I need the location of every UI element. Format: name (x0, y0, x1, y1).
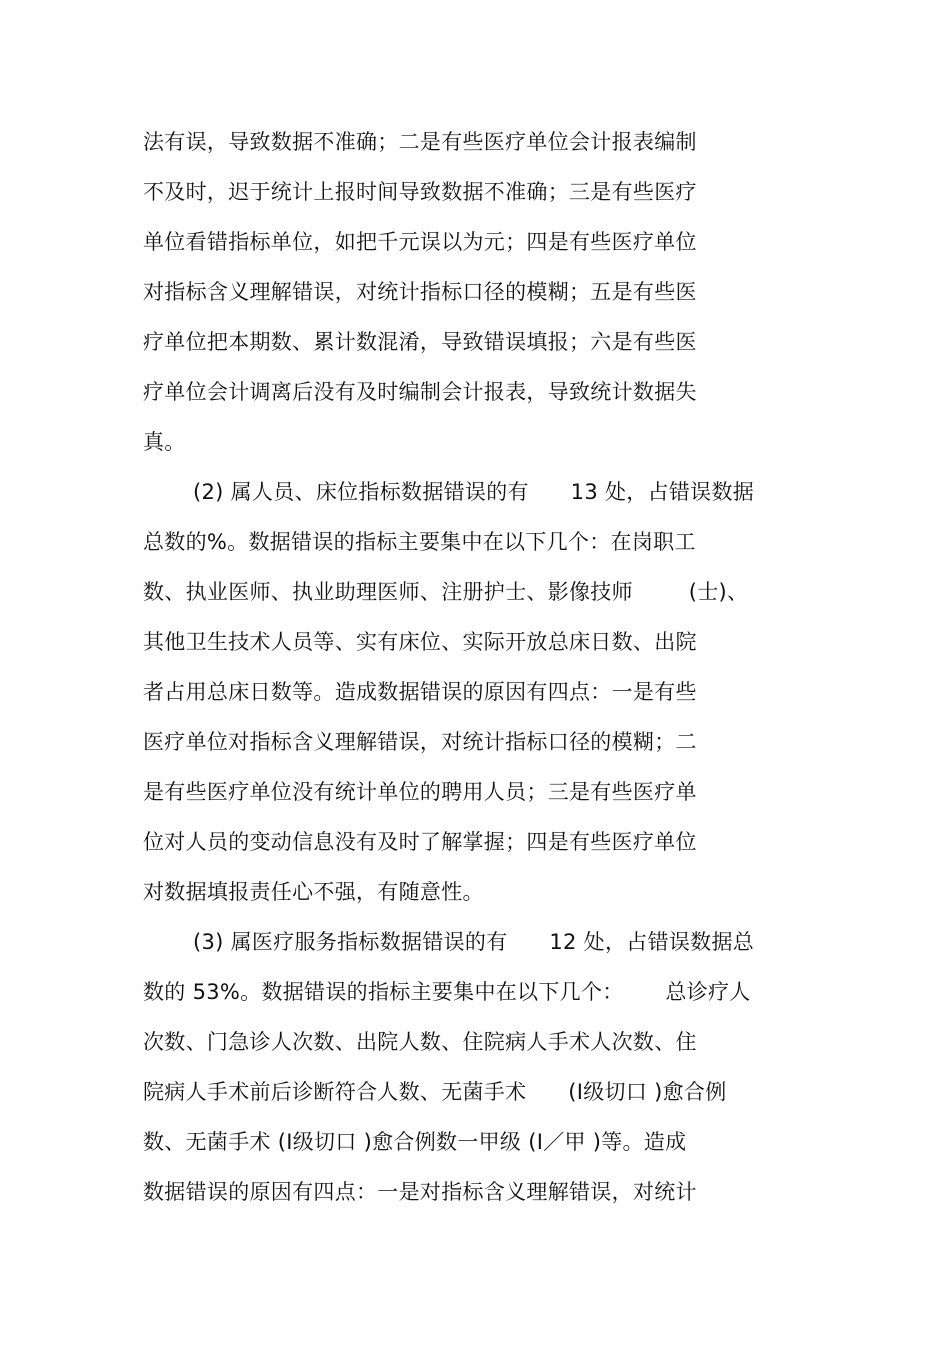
text-line: 疗单位会计调离后没有及时编制会计报表，导致统计数据失 (143, 380, 697, 404)
text-line: 真。 (143, 430, 186, 454)
text-line: 者占用总床日数等。造成数据错误的原因有四点：一是有些 (143, 680, 697, 704)
text-line: 其他卫生技术人员等、实有床位、实际开放总床日数、出院 (143, 630, 697, 654)
text-line: 对指标含义理解错误，对统计指标口径的模糊；五是有些医 (143, 280, 697, 304)
text-line: 不及时，迟于统计上报时间导致数据不准确；三是有些医疗 (143, 180, 697, 204)
paragraph-3-first-line: (3) 属医疗服务指标数据错误的有 12 处，占错误数据总 (193, 930, 755, 954)
text-line: 数、无菌手术 (Ⅰ级切口 )愈合例数一甲级 (Ⅰ／甲 )等。造成 (143, 1130, 687, 1154)
text-line: 单位看错指标单位，如把千元误以为元；四是有些医疗单位 (143, 230, 697, 254)
text-line: 法有误，导致数据不准确；二是有些医疗单位会计报表编制 (143, 130, 697, 154)
text-line: 数、执业医师、执业助理医师、注册护士、影像技师 (士)、 (143, 580, 749, 604)
text-line: 医疗单位对指标含义理解错误，对统计指标口径的模糊；二 (143, 730, 697, 754)
text-line: 院病人手术前后诊断符合人数、无菌手术 (Ⅰ级切口 )愈合例 (143, 1080, 727, 1104)
text-line: 次数、门急诊人次数、出院人数、住院病人手术人次数、住 (143, 1030, 697, 1054)
text-line: 是有些医疗单位没有统计单位的聘用人员；三是有些医疗单 (143, 780, 697, 804)
text-line: 对数据填报责任心不强，有随意性。 (143, 880, 484, 904)
text-line: 总数的%。数据错误的指标主要集中在以下几个：在岗职工 (143, 530, 696, 554)
text-line: 疗单位把本期数、累计数混淆，导致错误填报；六是有些医 (143, 330, 697, 354)
text-line: 数的 53%。数据错误的指标主要集中在以下几个： 总诊疗人 (143, 980, 751, 1004)
text-line: 数据错误的原因有四点：一是对指标含义理解错误，对统计 (143, 1180, 697, 1204)
text-line: 位对人员的变动信息没有及时了解掌握；四是有些医疗单位 (143, 830, 697, 854)
paragraph-2-first-line: (2) 属人员、床位指标数据错误的有 13 处，占错误数据 (193, 480, 755, 504)
